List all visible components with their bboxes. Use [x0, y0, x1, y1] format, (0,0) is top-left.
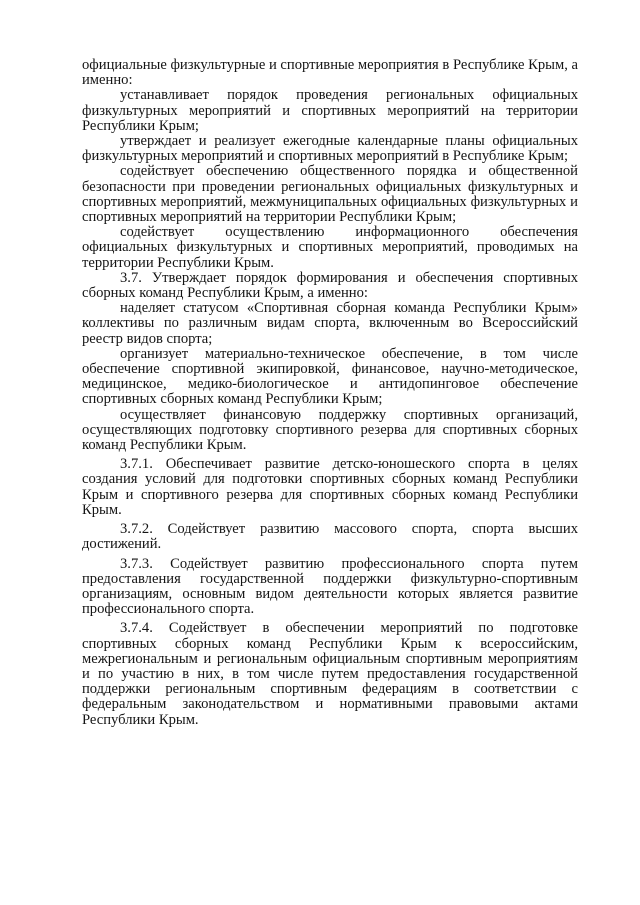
- paragraph-intro: официальные физкультурные и спортивные мероприятия в Республике Крым, а именно:: [82, 57, 578, 89]
- paragraph-section-3-7-2: 3.7.2. Содействует развитию массового спорта, спорта высших достижений.: [82, 521, 578, 553]
- paragraph-information-support: содействует осуществлению информационного обеспечения официальных физкультурных и спортивных мероприятий, проводимых на территории Республики Крым.: [82, 224, 578, 271]
- paragraph-public-order: содействует обеспечению общественного порядка и общественной безопасности при проведении региональных официальных физкультурных и спортивных мероприятий, межмуниципальных официальных физкультурных и спортивных мероприятий на территории Республики Крым;: [82, 163, 578, 226]
- paragraph-team-status: наделяет статусом «Спортивная сборная команда Республики Крым» коллективы по различным видам спорта, включенным во Всероссийский реестр видов спорта;: [82, 300, 578, 347]
- paragraph-section-3-7-1: 3.7.1. Обеспечивает развитие детско-юношеского спорта в целях создания условий для подготовки спортивных сборных команд Республики Крым и спортивного резерва для спортивных сборных команд Республики Крым.: [82, 456, 578, 518]
- paragraph-section-3-7-3: 3.7.3. Содействует развитию профессионального спорта путем предоставления государственной поддержки физкультурно-спортивным организациям, основным видом деятельности которых является развитие профессионального спорта.: [82, 555, 578, 618]
- paragraph-calendar-plans: утверждает и реализует ежегодные календарные планы официальных физкультурных мероприятий и спортивных мероприятий в Республике Крым;: [82, 133, 578, 165]
- paragraph-section-3-7-4: 3.7.4. Содействует в обеспечении мероприятий по подготовке спортивных сборных команд Республики Крым к всероссийским, межрегиональным и региональным официальным спортивным мероприятиям и по участию в них, в том числе путем предоставления государственной поддержки региональным спортивным федерациям в соответствии с федеральным законодательством и нормативными правовыми актами Республики Крым.: [82, 620, 578, 728]
- paragraph-order-procedure: устанавливает порядок проведения региональных официальных физкультурных мероприятий и спортивных мероприятий на территории Республики Крым;: [82, 87, 578, 134]
- document-body: [82, 58, 578, 728]
- paragraph-material-support: организует материально-техническое обеспечение, в том числе обеспечение спортивной экипировкой, финансовое, научно-методическое, медицинское, медико-биологическое и антидопинговое обеспечение спортивных сборных команд Республики Крым;: [82, 345, 578, 408]
- paragraph-section-3-7: 3.7. Утверждает порядок формирования и обеспечения спортивных сборных команд Республики Крым, а именно:: [82, 269, 578, 302]
- paragraph-financial-support: осуществляет финансовую поддержку спортивных организаций, осуществляющих подготовку спортивного резерва для спортивных сборных команд Республики Крым.: [82, 406, 578, 454]
